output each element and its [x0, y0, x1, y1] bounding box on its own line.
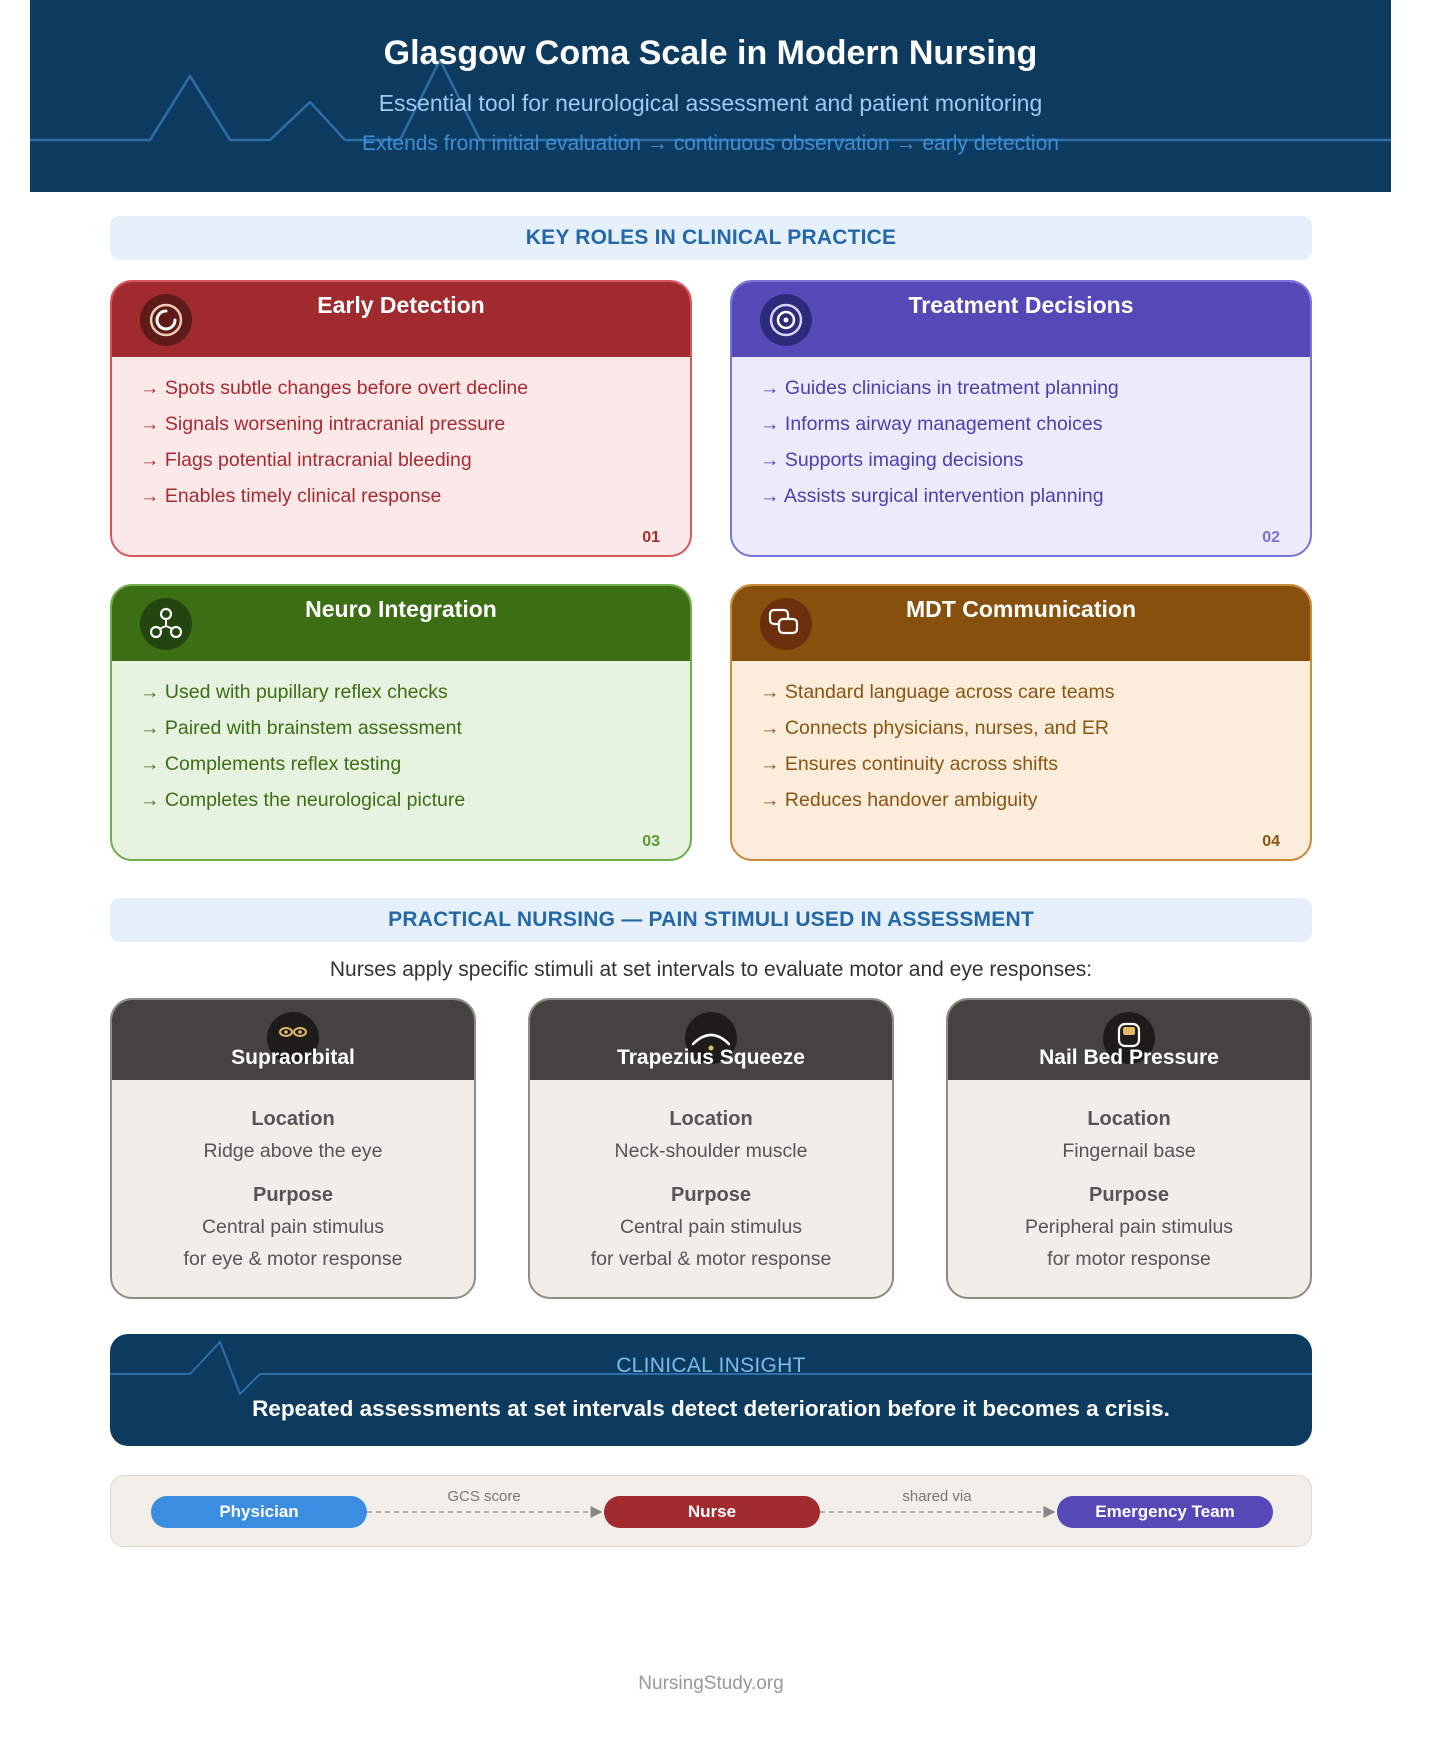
purpose-value-line2: for eye & motor response [183, 1248, 403, 1270]
purpose-value-line1: Central pain stimulus [619, 1216, 803, 1238]
stimulus-card-header [948, 1000, 1310, 1080]
role-card-treatment-decisions [730, 280, 1312, 557]
header-banner [30, 0, 1391, 192]
flow-node-physician: Physician [151, 1496, 367, 1528]
role-card-neuro-integration [110, 584, 692, 861]
flow-node-nurse: Nurse [604, 1496, 820, 1528]
role-card-list [140, 674, 465, 818]
stimulus-card-title: Supraorbital [231, 1046, 355, 1069]
page-subtitle: Essential tool for neurological assessment and patient monitoring [378, 90, 1043, 116]
stimulus-card-title: Nail Bed Pressure [1039, 1046, 1219, 1069]
stimulus-card-header [530, 1000, 892, 1080]
stimulus-card-trapezius-squeeze [528, 998, 894, 1299]
list-item: → Flags potential intracranial bleeding [140, 449, 472, 471]
insight-label: CLINICAL INSIGHT [616, 1354, 806, 1377]
role-card-header [732, 586, 1310, 661]
list-item: → Assists surgical intervention planning [760, 485, 1104, 507]
communication-flow [110, 1475, 1312, 1547]
list-item: → Paired with brainstem assessment [140, 717, 462, 739]
location-value: Ridge above the eye [203, 1140, 383, 1162]
page-title: Glasgow Coma Scale in Modern Nursing [383, 34, 1038, 72]
role-card-number: 03 [642, 833, 660, 850]
location-label: Location [251, 1108, 335, 1130]
role-card-header [732, 282, 1310, 357]
role-card-title: Treatment Decisions [908, 292, 1134, 318]
flow-edge-label: shared via [902, 1488, 972, 1505]
list-item: → Connects physicians, nurses, and ER [760, 717, 1110, 739]
role-card-title: Early Detection [317, 292, 485, 318]
purpose-value-line2: for motor response [1047, 1248, 1211, 1270]
stimuli-section-title: PRACTICAL NURSING — PAIN STIMULI USED IN ASSESSMENT [110, 898, 1312, 942]
location-label: Location [1087, 1108, 1171, 1130]
purpose-value-line1: Peripheral pain stimulus [1024, 1216, 1234, 1238]
purpose-label: Purpose [252, 1184, 334, 1206]
footer-source: NursingStudy.org [638, 1673, 784, 1694]
roles-section-title: KEY ROLES IN CLINICAL PRACTICE [110, 216, 1312, 260]
clinical-insight-banner [110, 1334, 1312, 1446]
stimuli-intro: Nurses apply specific stimuli at set intervals to evaluate motor and eye responses: [329, 958, 1093, 981]
ecg-line-decoration [110, 1334, 1312, 1446]
flow-node-emergency-team: Emergency Team [1057, 1496, 1273, 1528]
list-item: → Spots subtle changes before overt decline [140, 377, 529, 399]
list-item: → Signals worsening intracranial pressure [140, 413, 506, 435]
role-card-title: Neuro Integration [305, 596, 497, 622]
stimulus-card-nail-bed-pressure [946, 998, 1312, 1299]
role-card-number: 02 [1262, 529, 1280, 546]
location-value: Fingernail base [1062, 1140, 1196, 1162]
stimulus-card-title: Trapezius Squeeze [617, 1046, 805, 1069]
stimulus-card-body [530, 1103, 892, 1275]
role-card-header [112, 586, 690, 661]
purpose-label: Purpose [670, 1184, 752, 1206]
role-card-number: 01 [642, 529, 660, 546]
purpose-label: Purpose [1088, 1184, 1170, 1206]
list-item: → Completes the neurological picture [140, 789, 466, 811]
header-flow-line: Extends from initial evaluation → continuous observation → early detection [362, 132, 1059, 155]
purpose-value-line2: for verbal & motor response [590, 1248, 832, 1270]
list-item: → Informs airway management choices [760, 413, 1103, 435]
list-item: → Reduces handover ambiguity [760, 789, 1038, 811]
role-card-number: 04 [1262, 833, 1280, 850]
list-item: → Ensures continuity across shifts [760, 753, 1059, 775]
flow-edge-label: GCS score [447, 1488, 521, 1505]
role-card-mdt-communication [730, 584, 1312, 861]
role-card-list [760, 370, 1119, 514]
role-card-list [760, 674, 1114, 818]
list-item: → Used with pupillary reflex checks [140, 681, 448, 703]
list-item: → Complements reflex testing [140, 753, 402, 775]
list-item: → Supports imaging decisions [760, 449, 1024, 471]
role-card-early-detection [110, 280, 692, 557]
insight-text: Repeated assessments at set intervals detect deterioration before it becomes a crisis. [252, 1396, 1170, 1421]
stimulus-card-body [948, 1103, 1310, 1275]
list-item: → Standard language across care teams [760, 681, 1115, 703]
stimulus-card-body [112, 1103, 474, 1275]
role-card-title: MDT Communication [906, 596, 1136, 622]
role-card-list [140, 370, 528, 514]
role-card-header [112, 282, 690, 357]
location-value: Neck-shoulder muscle [614, 1140, 808, 1162]
location-label: Location [669, 1108, 753, 1130]
stimulus-card-supraorbital [110, 998, 476, 1299]
stimulus-card-header [112, 1000, 474, 1080]
list-item: → Enables timely clinical response [140, 485, 442, 507]
list-item: → Guides clinicians in treatment planning [760, 377, 1119, 399]
purpose-value-line1: Central pain stimulus [201, 1216, 385, 1238]
